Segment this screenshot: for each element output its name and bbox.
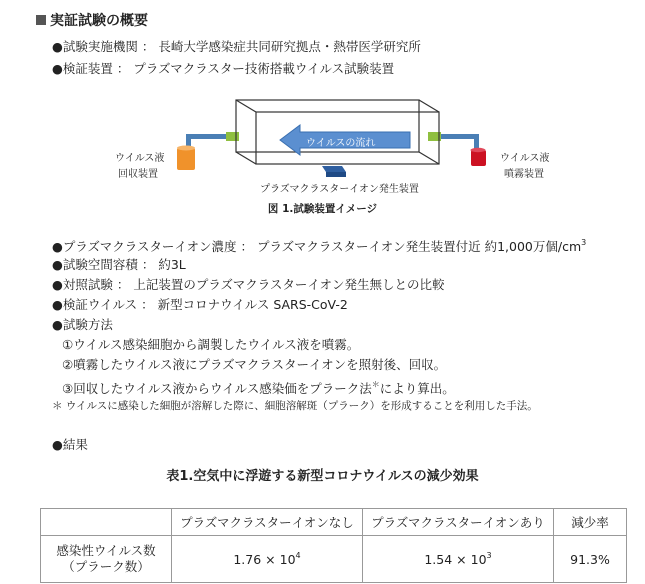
- right-label-line2: 噴霧装置: [504, 169, 544, 180]
- table-header-reduction: 減少率: [554, 509, 627, 536]
- ion-generator-block: [322, 166, 346, 172]
- row-label-line1: 感染性ウイルス数: [56, 543, 156, 558]
- collector-cylinder: [177, 148, 195, 170]
- footnote: ＊ ウイルスに感染した細胞が溶解した際に、細胞溶解斑（プラーク）を形成することを利用した手法。: [52, 400, 538, 412]
- table-header-with: プラズマクラスターイオンあり: [363, 509, 554, 536]
- bullet-volume: ●試験空間容積 ： 約3L: [52, 257, 186, 272]
- bullet-method: ●試験方法: [52, 317, 113, 332]
- sprayer-cylinder: [471, 150, 486, 166]
- results-label: ●結果: [52, 437, 88, 452]
- value-without: [172, 536, 363, 583]
- table-header-empty: [41, 509, 172, 536]
- figure-caption: 図 1.試験装置イメージ: [267, 203, 378, 215]
- table-header-row: [41, 509, 627, 536]
- bullet-device: ●検証装置 ： プラズマクラスター技術搭載ウイルス試験装置: [52, 61, 395, 76]
- method-step-2: ②噴霧したウイルス液にプラズマクラスターイオンを照射後、回収。: [62, 357, 447, 372]
- table-row: [41, 536, 627, 583]
- table-header-without: プラズマクラスターイオンなし: [172, 509, 363, 536]
- value-with-exp: 3: [486, 551, 492, 560]
- sprayer-top: [471, 148, 486, 152]
- ion-generator-front: [326, 172, 346, 177]
- heading-text: 実証試験の概要: [50, 13, 148, 29]
- value-reduction: 91.3%: [554, 536, 627, 583]
- row-label-line2: （プラーク数）: [62, 559, 150, 574]
- value-without-exp: 4: [295, 551, 301, 560]
- method-step-3: [62, 376, 455, 398]
- table-title: 表1.空気中に浮遊する新型コロナウイルスの減少効果: [166, 469, 479, 484]
- method-step-3-suffix: により算出。: [379, 381, 455, 396]
- bullet-institution: ●試験実施機関 ： 長崎大学感染症共同研究拠点・熱帯医学研究所: [52, 39, 421, 54]
- value-without-base: 1.76 × 10: [233, 552, 296, 567]
- left-label-line2: 回収装置: [118, 169, 158, 180]
- asterisk-sup: ＊: [371, 380, 380, 389]
- results-table: [40, 508, 627, 583]
- ion-concentration-sup: 3: [581, 238, 587, 247]
- left-label-line1: ウイルス液: [115, 153, 165, 164]
- bullet-virus: ●検証ウイルス ： 新型コロナウイルス SARS-CoV-2: [52, 297, 348, 312]
- right-label-line1: ウイルス液: [500, 153, 550, 164]
- collector-top: [177, 146, 195, 151]
- bullet-ion-concentration: [52, 234, 586, 256]
- ion-concentration-text: ●プラズマクラスターイオン濃度 ： プラズマクラスターイオン発生装置付近 約1,000万個/cm: [52, 239, 582, 254]
- value-with: [363, 536, 554, 583]
- method-step-1: ①ウイルス感染細胞から調製したウイルス液を噴霧。: [62, 337, 360, 352]
- device-label: プラズマクラスターイオン発生装置: [260, 184, 419, 195]
- arrow-label: ウイルスの流れ: [306, 138, 376, 149]
- left-joint: [226, 132, 239, 141]
- row-label: [41, 536, 172, 583]
- bullet-control-test: ●対照試験 ： 上記装置のプラズマクラスターイオン発生無しとの比較: [52, 277, 445, 292]
- method-step-3-text: ③回収したウイルス液からウイルス感染価をプラーク法: [62, 381, 372, 396]
- value-with-base: 1.54 × 10: [424, 552, 487, 567]
